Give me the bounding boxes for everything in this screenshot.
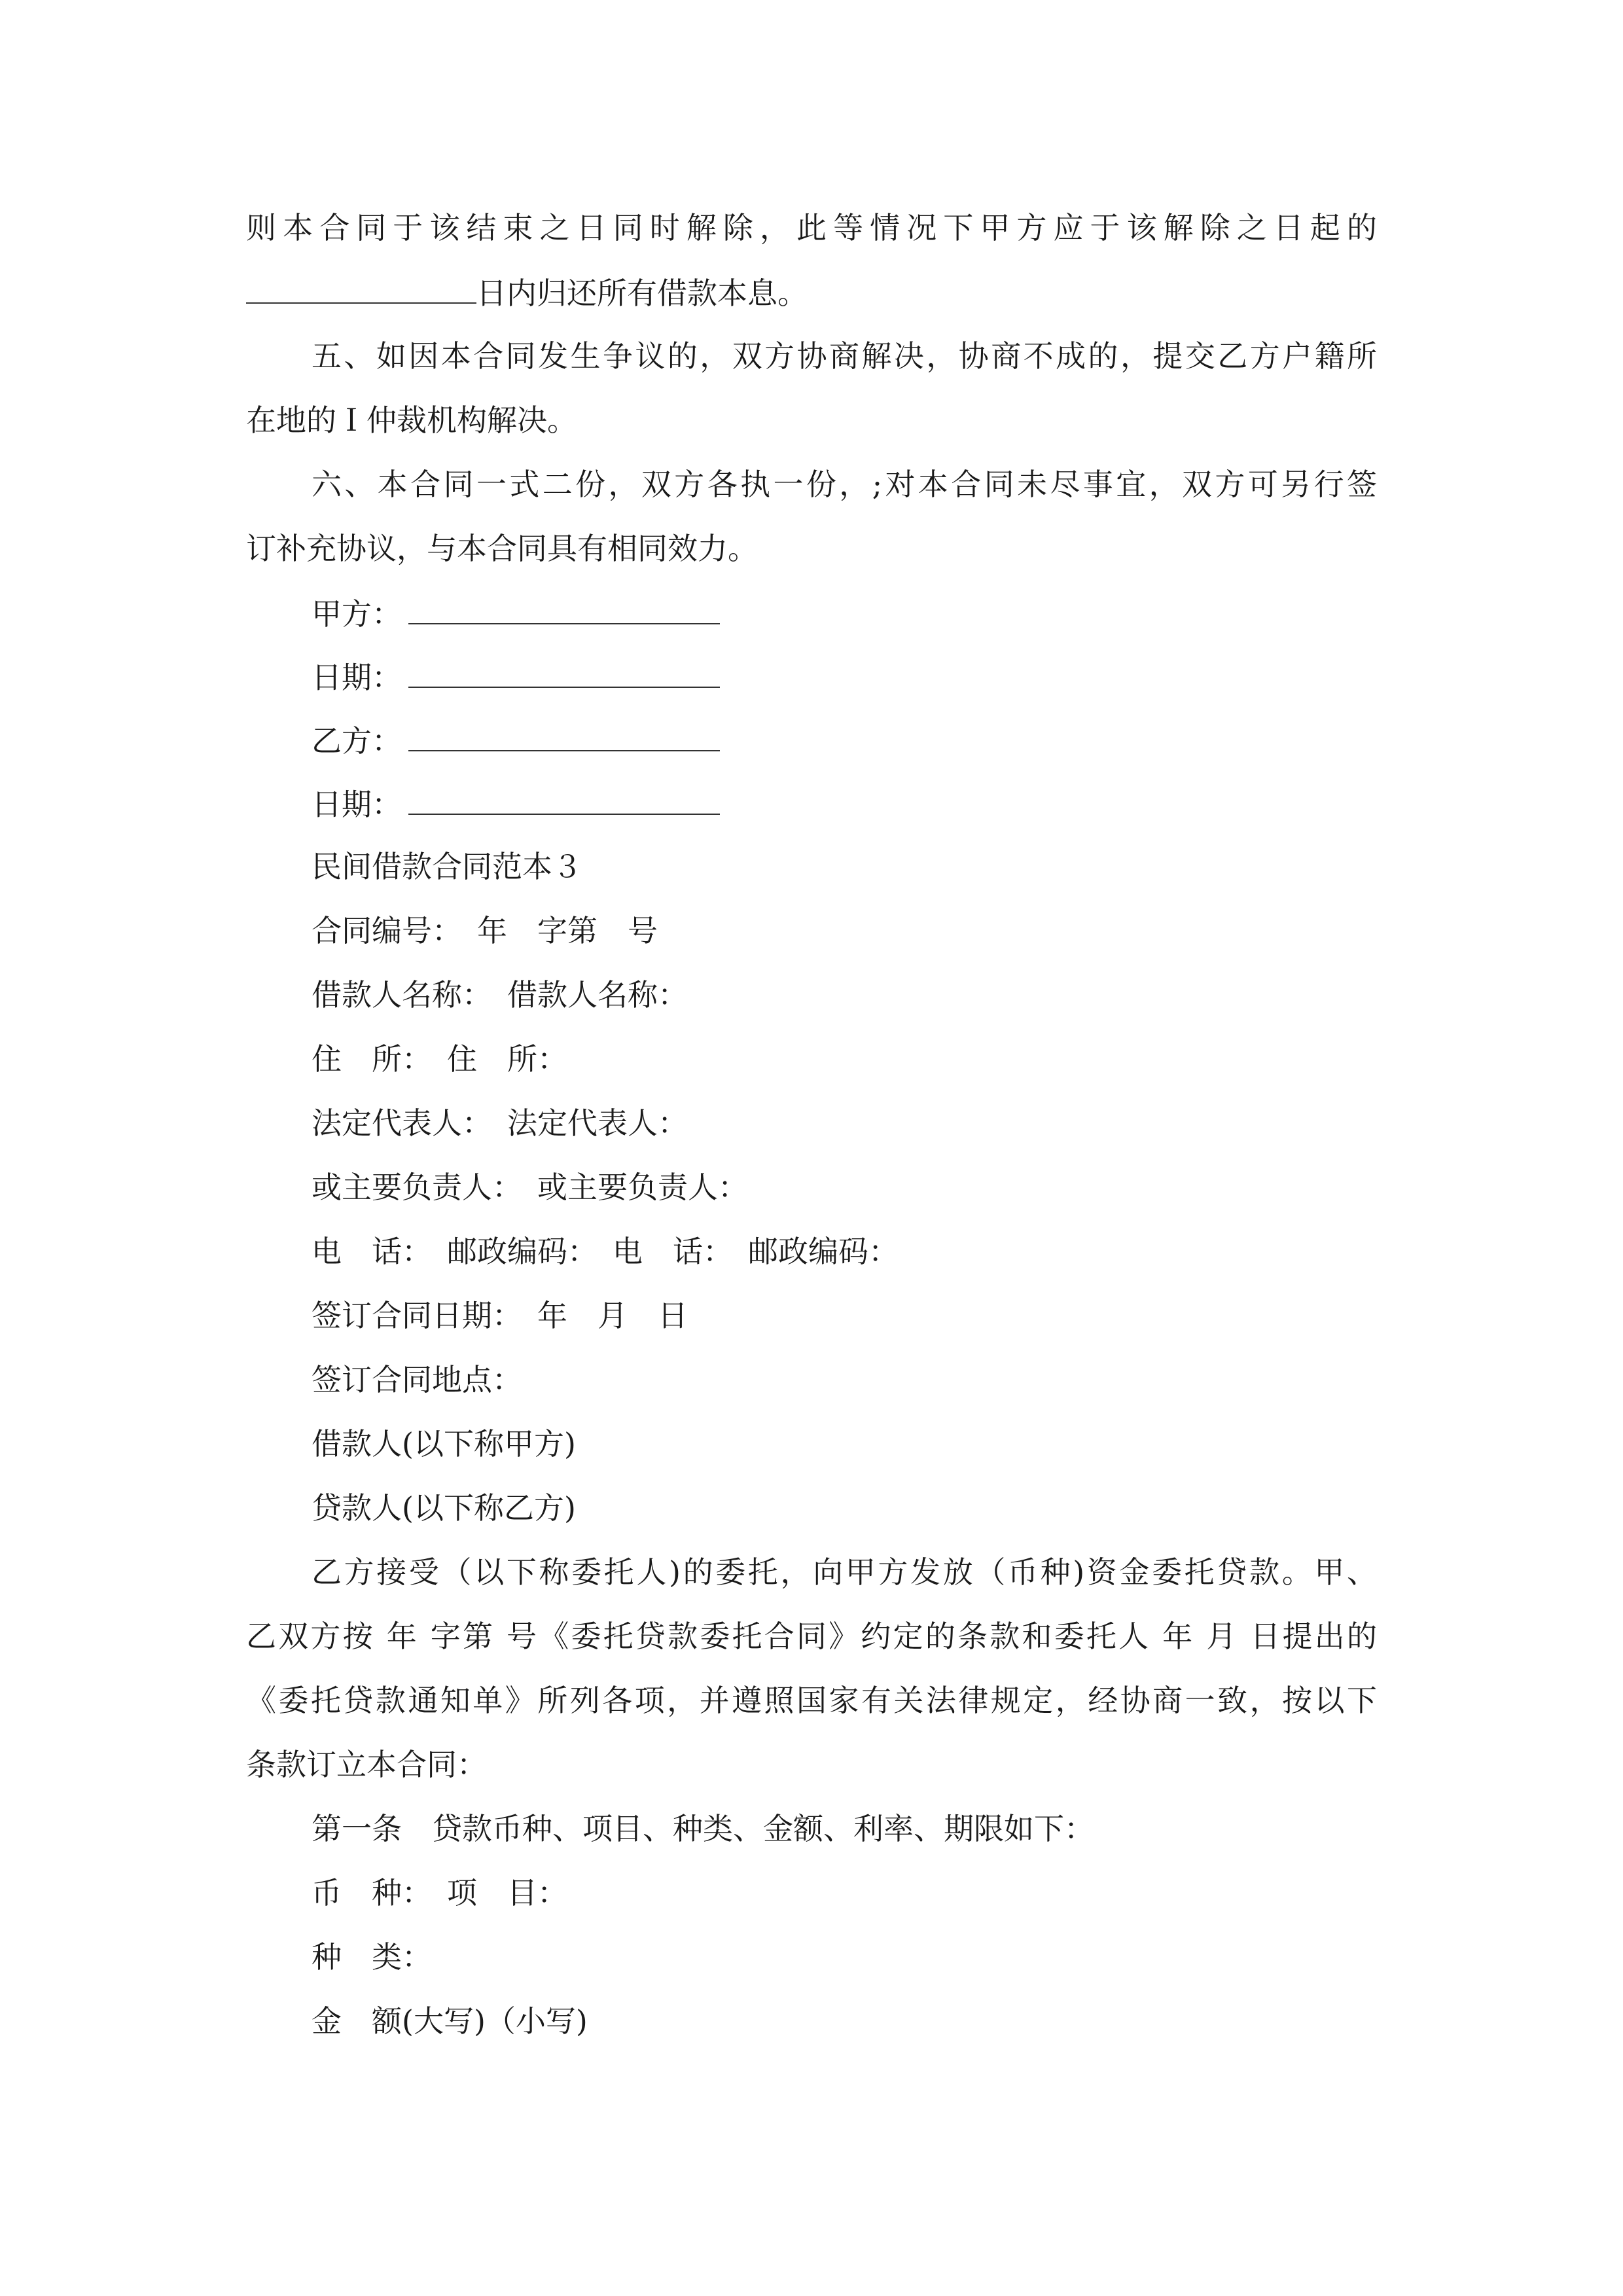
signature-blank[interactable] bbox=[408, 783, 720, 815]
contract-number-line: 合同编号： 年 字第 号 bbox=[312, 913, 658, 948]
address-line: 住 所： 住 所： bbox=[312, 1041, 567, 1077]
borrower-name-line: 借款人名称： 借款人名称： bbox=[312, 977, 688, 1013]
legal-rep-line: 法定代表人： 法定代表人： bbox=[312, 1105, 688, 1141]
signature-blank[interactable] bbox=[408, 720, 720, 751]
paragraph-line: 乙方接受（以下称委托人)的委托，向甲方发放（币种)资金委托贷款。甲、 bbox=[312, 1554, 1377, 1590]
fill-in-blank[interactable] bbox=[246, 272, 476, 304]
signature-label: 甲方： bbox=[312, 596, 402, 632]
section-title: 民间借款合同范本３ bbox=[312, 849, 582, 884]
paragraph-text: 日内归还所有借款本息。 bbox=[476, 276, 808, 311]
paragraph-line: 乙双方按 年 字第 号《委托贷款委托合同》约定的条款和委托人 年 月 日提出的 bbox=[246, 1619, 1377, 1654]
clause-five-line: 五、如因本合同发生争议的，双方协商解决，协商不成的，提交乙方户籍所 bbox=[312, 338, 1377, 374]
paragraph-line: 订补充协议，与本合同具有相同效力。 bbox=[246, 531, 758, 566]
signature-party-b bbox=[312, 720, 720, 761]
sign-date-line: 签订合同日期： 年 月 日 bbox=[312, 1298, 688, 1333]
signature-date-a bbox=[312, 656, 720, 697]
principal-line: 或主要负责人： 或主要负责人： bbox=[312, 1170, 748, 1205]
signature-blank[interactable] bbox=[408, 593, 720, 624]
signature-blank[interactable] bbox=[408, 656, 720, 688]
paragraph-line: 条款订立本合同： bbox=[246, 1747, 487, 1782]
lender-party-line: 贷款人(以下称乙方) bbox=[312, 1490, 576, 1526]
signature-label: 乙方： bbox=[312, 723, 402, 759]
signature-party-a bbox=[312, 593, 720, 634]
clause-six-line: 六、本合同一式二份，双方各执一份，;对本合同未尽事宜，双方可另行签 bbox=[312, 467, 1377, 502]
paragraph-line: 《委托贷款通知单》所列各项，并遵照国家有关法律规定，经协商一致，按以下 bbox=[246, 1683, 1377, 1718]
phone-postcode-line: 电 话： 邮政编码： 电 话： 邮政编码： bbox=[312, 1234, 899, 1269]
article-one-heading: 第一条 贷款币种、项目、种类、金额、利率、期限如下： bbox=[312, 1811, 1094, 1846]
paragraph-line: 则本合同于该结束之日同时解除，此等情况下甲方应于该解除之日起的 bbox=[246, 210, 1377, 245]
signature-label: 日期： bbox=[312, 787, 402, 822]
currency-project-line: 币 种： 项 目： bbox=[312, 1875, 567, 1910]
sign-place-line: 签订合同地点： bbox=[312, 1362, 522, 1397]
signature-date-b bbox=[312, 783, 720, 824]
signature-label: 日期： bbox=[312, 660, 402, 695]
type-line: 种 类： bbox=[312, 1939, 432, 1975]
borrower-party-line: 借款人(以下称甲方) bbox=[312, 1426, 576, 1462]
paragraph-line: 在地的Ｉ仲裁机构解决。 bbox=[246, 403, 577, 438]
amount-line: 金 额(大写)（小写) bbox=[312, 2003, 588, 2039]
paragraph-line-with-blank bbox=[246, 272, 808, 313]
